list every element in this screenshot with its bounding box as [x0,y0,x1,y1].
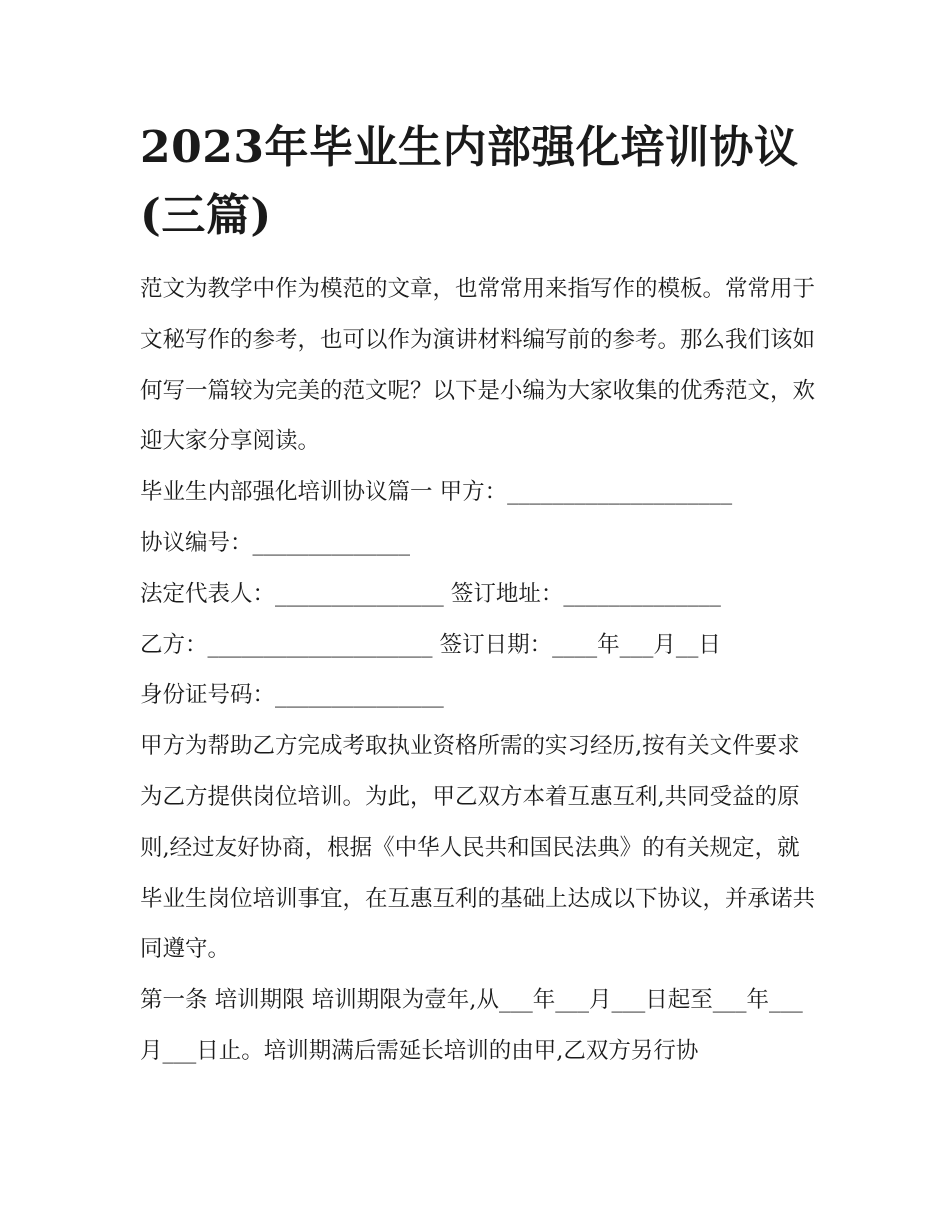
legal-representative-line: 法定代表人：_______________ 签订地址：______________ [140,580,721,607]
party-a-line: 毕业生内部强化培训协议篇一 甲方：____________________ [140,479,733,506]
document-title: 2023年毕业生内部强化培训协议(三篇) [140,122,799,241]
id-number-line: 身份证号码：_______________ [140,682,444,709]
agreement-number-line: 协议编号：______________ [140,529,411,556]
article-one-paragraph: 第一条 培训期限 培训期限为壹年,从___年___月___日起至___年___月___日止。培训期满后需延长培训的由甲,乙双方另行协 [140,987,803,1064]
preamble-paragraph: 甲方为帮助乙方完成考取执业资格所需的实习经历,按有关文件要求为乙方提供岗位培训。为此，甲乙双方本着互惠互利,共同受益的原则,经过友好协商，根据《中华人民共和国民法典》的有关规定，就毕业生岗位培训事宜，在互惠互利的基础上达成以下协议，并承诺共同遵守。 [140,733,816,963]
document-body [140,114,820,1077]
party-b-line: 乙方：____________________ 签订日期：____年___月__日 [140,631,721,658]
intro-paragraph: 范文为教学中作为模范的文章，也常常用来指写作的模板。常常用于文秘写作的参考，也可以作为演讲材料编写前的参考。那么我们该如何写一篇较为完美的范文呢？以下是小编为大家收集的优秀范文，欢迎大家分享阅读。 [140,276,816,455]
